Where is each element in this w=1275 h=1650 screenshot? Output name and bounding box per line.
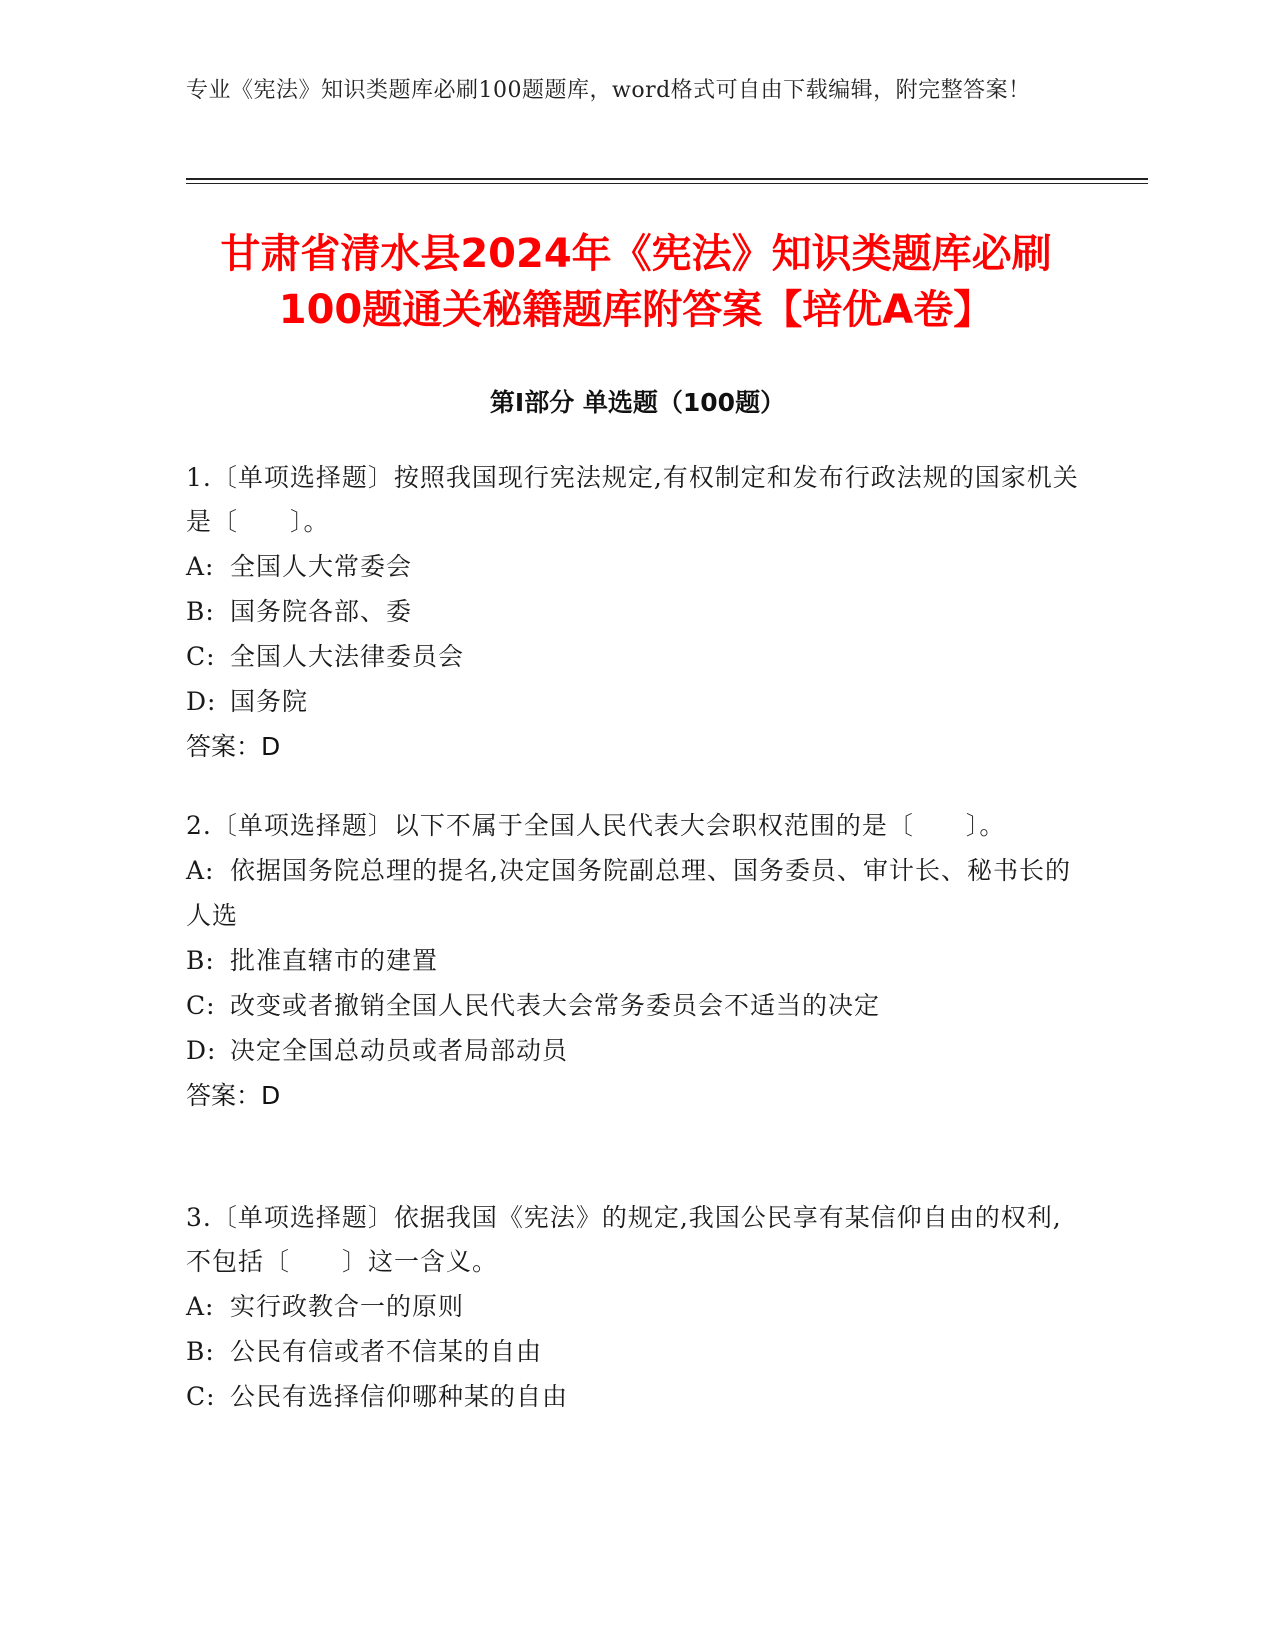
option-b xyxy=(186,1329,1086,1374)
option-key: C: xyxy=(186,1382,216,1411)
option-key: B: xyxy=(186,597,215,626)
option-key: B: xyxy=(186,1337,215,1366)
option-text: 全国人大常委会 xyxy=(230,552,413,581)
option-text: 实行政教合一的原则 xyxy=(230,1292,465,1321)
option-key: A: xyxy=(186,856,215,885)
option-key: B: xyxy=(186,946,215,975)
option-text: 公民有信或者不信某的自由 xyxy=(230,1337,543,1366)
header-note: 专业《宪法》知识类题库必刷100题题库，word格式可自由下载编辑，附完整答案！ xyxy=(186,78,1031,103)
option-text: 批准直辖市的建置 xyxy=(230,946,439,975)
option-a xyxy=(186,1284,1086,1329)
question-3 xyxy=(186,1196,1086,1419)
option-key: D: xyxy=(186,1036,217,1065)
option-d xyxy=(186,679,1086,724)
option-a xyxy=(186,544,1086,589)
option-c xyxy=(186,983,1086,1028)
option-text: 决定全国总动员或者局部动员 xyxy=(230,1036,569,1065)
option-text: 公民有选择信仰哪种某的自由 xyxy=(230,1382,569,1411)
option-c xyxy=(186,634,1086,679)
option-text: 国务院 xyxy=(230,687,309,716)
document-title: 甘肃省清水县2024年《宪法》知识类题库必刷100题通关秘籍题库附答案【培优A卷】 xyxy=(220,231,1052,333)
option-d xyxy=(186,1028,1086,1073)
answer-line: 答案：D xyxy=(186,1081,281,1110)
question-2 xyxy=(186,804,1086,1119)
question-stem: 1.〔单项选择题〕按照我国现行宪法规定,有权制定和发布行政法规的国家机关是〔 〕。 xyxy=(186,463,1079,536)
option-key: A: xyxy=(186,1292,215,1321)
option-key: D: xyxy=(186,687,217,716)
question-1 xyxy=(186,456,1086,770)
option-key: C: xyxy=(186,991,216,1020)
question-stem: 3.〔单项选择题〕依据我国《宪法》的规定,我国公民享有某信仰自由的权利,不包括〔 〕这一含义。 xyxy=(186,1203,1062,1276)
question-stem: 2.〔单项选择题〕以下不属于全国人民代表大会职权范围的是〔 〕。 xyxy=(186,811,1006,840)
option-b xyxy=(186,589,1086,634)
option-text: 国务院各部、委 xyxy=(230,597,413,626)
option-c xyxy=(186,1374,1086,1419)
section-heading: 第I部分 单选题（100题） xyxy=(489,388,786,417)
option-text: 依据国务院总理的提名,决定国务院副总理、国务委员、审计长、秘书长的人选 xyxy=(186,856,1071,930)
option-text: 改变或者撤销全国人民代表大会常务委员会不适当的决定 xyxy=(230,991,881,1020)
option-text: 全国人大法律委员会 xyxy=(230,642,465,671)
header-divider-thick xyxy=(186,178,1148,180)
option-b xyxy=(186,938,1086,983)
answer-line: 答案：D xyxy=(186,732,281,761)
option-a xyxy=(186,848,1086,938)
option-key: C: xyxy=(186,642,216,671)
option-key: A: xyxy=(186,552,215,581)
header-divider-thin xyxy=(186,183,1148,184)
